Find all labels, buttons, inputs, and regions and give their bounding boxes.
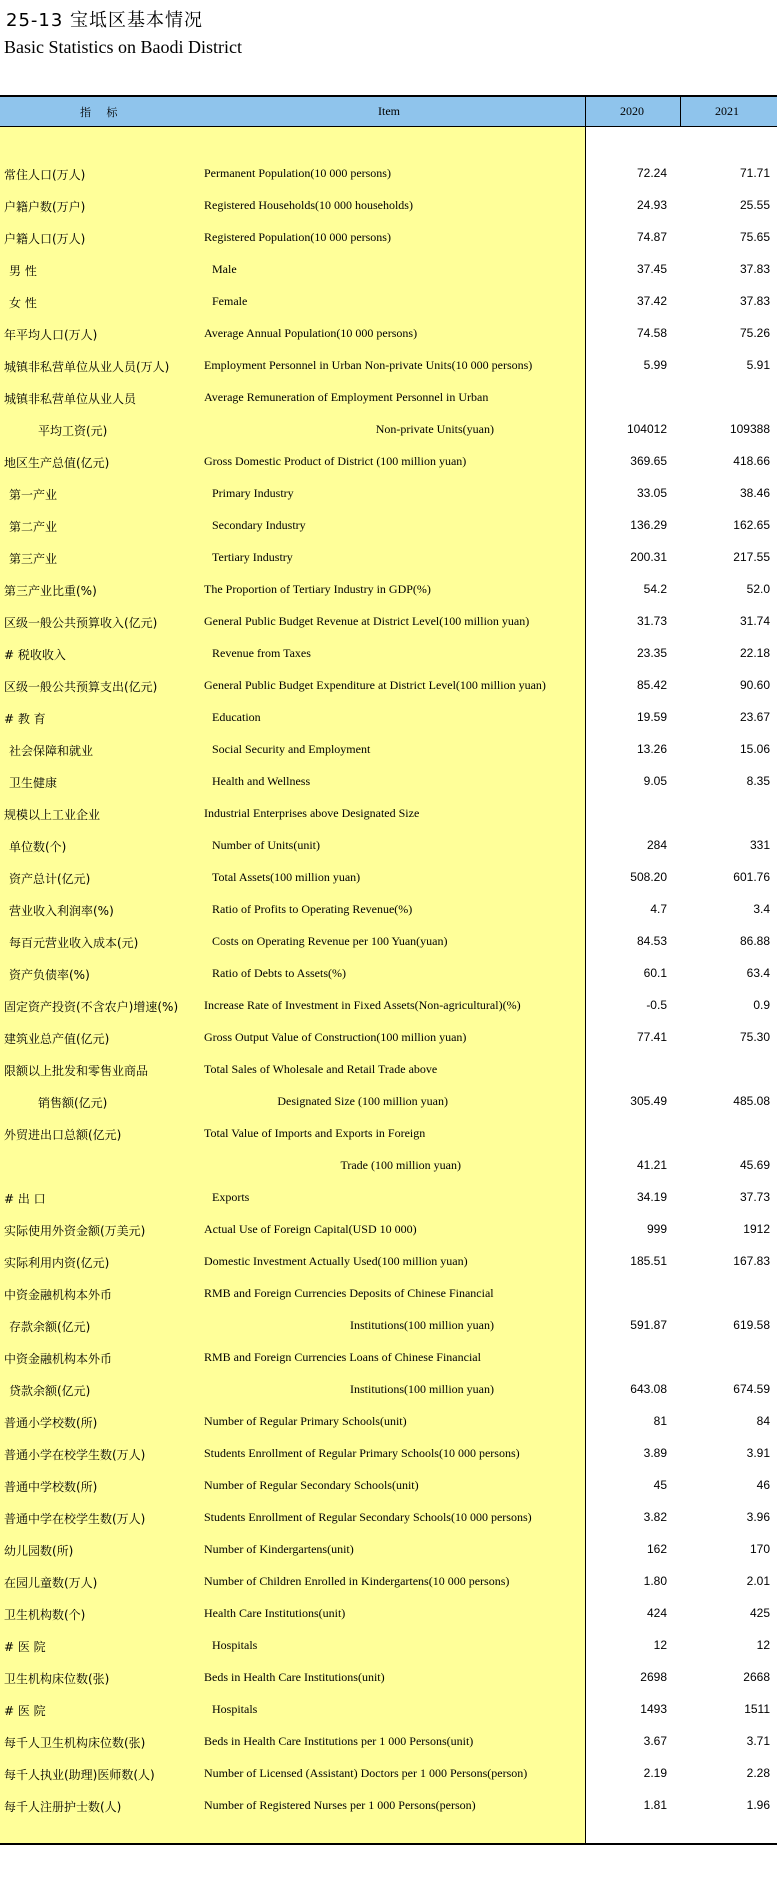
table-row	[0, 1344, 777, 1376]
table-row	[0, 1152, 777, 1184]
value-2021: 1511	[744, 1702, 770, 1716]
value-2020: 81	[653, 1414, 667, 1428]
value-2021: 38.46	[739, 486, 770, 500]
row-label-en: Registered Population(10 000 persons)	[204, 230, 391, 244]
row-label-en: Trade (100 million yuan)	[340, 1158, 461, 1172]
table-row	[0, 864, 777, 896]
value-2020: -0.5	[646, 998, 667, 1012]
row-label-en: Health Care Institutions(unit)	[204, 1606, 346, 1620]
row-label-en: Exports	[212, 1190, 250, 1204]
table-row	[0, 1248, 777, 1280]
row-label-cn: 第三产业	[9, 552, 58, 566]
row-label-en: Costs on Operating Revenue per 100 Yuan(yuan)	[212, 934, 448, 948]
table-row	[0, 1408, 777, 1440]
table-row	[0, 1504, 777, 1536]
row-label-cn: # 税收收入	[4, 648, 66, 662]
row-label-cn: # 医 院	[4, 1704, 46, 1718]
value-2020: 200.31	[630, 550, 667, 564]
row-label-cn: 每千人卫生机构床位数(张)	[4, 1736, 146, 1750]
row-label-en: Secondary Industry	[212, 518, 306, 532]
table-row	[0, 416, 777, 448]
value-2021: 31.74	[739, 614, 770, 628]
row-label-cn: 社会保障和就业	[9, 744, 94, 758]
row-label-en: Total Assets(100 million yuan)	[212, 870, 361, 884]
value-2020: 424	[646, 1606, 667, 1620]
row-label-cn: 地区生产总值(亿元)	[4, 456, 110, 470]
table-row	[0, 192, 777, 224]
value-2020: 643.08	[630, 1382, 667, 1396]
value-2021: 619.58	[733, 1318, 770, 1332]
value-2021: 331	[749, 838, 770, 852]
value-2021: 25.55	[739, 198, 770, 212]
value-2021: 75.26	[739, 326, 770, 340]
row-label-cn: 区级一般公共预算支出(亿元)	[4, 680, 158, 694]
row-label-cn: # 教 育	[4, 712, 46, 726]
row-label-en: Designated Size (100 million yuan)	[277, 1094, 448, 1108]
value-2020: 12	[653, 1638, 667, 1652]
table-row	[0, 1664, 777, 1696]
value-2020: 2698	[640, 1670, 667, 1684]
value-2021: 3.71	[746, 1734, 770, 1748]
row-label-cn: 男 性	[9, 264, 37, 278]
value-2021: 45.69	[739, 1158, 770, 1172]
row-label-cn: 销售额(亿元)	[38, 1096, 108, 1110]
value-2020: 136.29	[630, 518, 667, 532]
table-row	[0, 384, 777, 416]
row-label-cn: 资产总计(亿元)	[9, 872, 91, 886]
table-row	[0, 608, 777, 640]
table-row	[0, 896, 777, 928]
row-label-en: Average Remuneration of Employment Personnel in Urban	[204, 390, 489, 404]
row-label-cn: 常住人口(万人)	[4, 168, 86, 182]
table-row	[0, 1280, 777, 1312]
column-divider-years	[680, 97, 681, 127]
table-row	[0, 352, 777, 384]
value-2021: 418.66	[733, 454, 770, 468]
table-row	[0, 480, 777, 512]
table-row	[0, 576, 777, 608]
value-2021: 3.91	[746, 1446, 770, 1460]
row-label-en: Education	[212, 710, 261, 724]
table-row	[0, 1312, 777, 1344]
row-label-cn: 城镇非私营单位从业人员	[4, 392, 137, 406]
value-2021: 3.4	[753, 902, 770, 916]
value-2021: 2.28	[746, 1766, 770, 1780]
row-label-en: Hospitals	[212, 1702, 258, 1716]
row-label-cn: 每百元营业收入成本(元)	[9, 936, 139, 950]
table-row	[0, 1472, 777, 1504]
row-label-en: Primary Industry	[212, 486, 294, 500]
value-2021: 46	[756, 1478, 770, 1492]
row-label-en: General Public Budget Expenditure at District Level(100 million yuan)	[204, 678, 546, 692]
row-label-cn: 每千人注册护士数(人)	[4, 1800, 122, 1814]
row-label-cn: 实际使用外资金额(万美元)	[4, 1224, 146, 1238]
table-row	[0, 640, 777, 672]
row-label-en: Health and Wellness	[212, 774, 311, 788]
value-2020: 305.49	[630, 1094, 667, 1108]
row-label-en: Hospitals	[212, 1638, 258, 1652]
row-label-en: The Proportion of Tertiary Industry in GDP(%)	[204, 582, 431, 596]
table-row	[0, 1120, 777, 1152]
table-row	[0, 800, 777, 832]
table-row	[0, 448, 777, 480]
table-row	[0, 832, 777, 864]
row-label-cn: 平均工资(元)	[38, 424, 108, 438]
row-label-en: Female	[212, 294, 248, 308]
table-row	[0, 736, 777, 768]
row-label-en: Institutions(100 million yuan)	[350, 1382, 494, 1396]
value-2020: 72.24	[636, 166, 667, 180]
row-label-cn: 卫生健康	[9, 776, 58, 790]
value-2020: 591.87	[630, 1318, 667, 1332]
row-label-cn: 贷款余额(亿元)	[9, 1384, 91, 1398]
row-label-cn: 普通小学在校学生数(万人)	[4, 1448, 146, 1462]
value-2020: 77.41	[636, 1030, 667, 1044]
table-row	[0, 160, 777, 192]
row-label-en: Institutions(100 million yuan)	[350, 1318, 494, 1332]
value-2021: 5.91	[746, 358, 770, 372]
row-label-en: Social Security and Employment	[212, 742, 371, 756]
value-2021: 167.83	[733, 1254, 770, 1268]
value-2020: 24.93	[636, 198, 667, 212]
value-2020: 999	[646, 1222, 667, 1236]
table-body	[0, 160, 777, 1824]
table-row	[0, 1184, 777, 1216]
row-label-en: Ratio of Profits to Operating Revenue(%)	[212, 902, 413, 916]
table-row	[0, 1696, 777, 1728]
row-label-cn: 第一产业	[9, 488, 58, 502]
value-2020: 84.53	[636, 934, 667, 948]
value-2021: 2668	[743, 1670, 770, 1684]
value-2020: 2.19	[643, 1766, 667, 1780]
row-label-cn: 限额以上批发和零售业商品	[4, 1064, 149, 1078]
row-label-cn: 户籍人口(万人)	[4, 232, 86, 246]
value-2020: 74.58	[636, 326, 667, 340]
row-label-en: Permanent Population(10 000 persons)	[204, 166, 391, 180]
row-label-cn: 第三产业比重(%)	[4, 584, 97, 598]
value-2021: 90.60	[739, 678, 770, 692]
table-row	[0, 1632, 777, 1664]
row-label-en: Male	[212, 262, 237, 276]
row-label-en: Increase Rate of Investment in Fixed Assets(Non-agricultural)(%)	[204, 998, 521, 1012]
value-2021: 0.9	[753, 998, 770, 1012]
row-label-cn: 中资金融机构本外币	[4, 1352, 113, 1366]
value-2020: 23.35	[636, 646, 667, 660]
table-row	[0, 544, 777, 576]
value-2020: 34.19	[636, 1190, 667, 1204]
value-2020: 104012	[626, 422, 667, 436]
table-row	[0, 928, 777, 960]
row-label-cn: 普通中学校数(所)	[4, 1480, 98, 1494]
row-label-en: Students Enrollment of Regular Secondary Schools(10 000 persons)	[204, 1510, 532, 1524]
value-2020: 45	[653, 1478, 667, 1492]
row-label-en: Industrial Enterprises above Designated Size	[204, 806, 420, 820]
value-2021: 162.65	[733, 518, 770, 532]
table-row	[0, 1088, 777, 1120]
table-row	[0, 1536, 777, 1568]
table-row	[0, 320, 777, 352]
header-indicator-cn: 指 标	[80, 106, 124, 119]
row-label-en: General Public Budget Revenue at District Level(100 million yuan)	[204, 614, 530, 628]
value-2020: 13.26	[636, 742, 667, 756]
row-label-en: RMB and Foreign Currencies Deposits of Chinese Financial	[204, 1286, 494, 1300]
value-2020: 3.89	[643, 1446, 667, 1460]
table-row	[0, 1056, 777, 1088]
table-row	[0, 992, 777, 1024]
value-2020: 508.20	[630, 870, 667, 884]
table-row	[0, 1568, 777, 1600]
row-label-cn: 存款余额(亿元)	[9, 1320, 91, 1334]
value-2021: 2.01	[746, 1574, 770, 1588]
table-row	[0, 704, 777, 736]
table-row	[0, 1728, 777, 1760]
table-row	[0, 960, 777, 992]
row-label-en: Number of Units(unit)	[212, 838, 320, 852]
row-label-cn: 区级一般公共预算收入(亿元)	[4, 616, 158, 630]
table-row	[0, 1440, 777, 1472]
value-2020: 284	[646, 838, 667, 852]
table-header	[0, 97, 777, 127]
row-label-en: Tertiary Industry	[212, 550, 293, 564]
value-2021: 170	[749, 1542, 770, 1556]
value-2021: 37.73	[739, 1190, 770, 1204]
value-2020: 162	[646, 1542, 667, 1556]
value-2020: 19.59	[636, 710, 667, 724]
row-label-cn: 普通小学校数(所)	[4, 1416, 98, 1430]
value-2021: 37.83	[739, 294, 770, 308]
row-label-en: RMB and Foreign Currencies Loans of Chinese Financial	[204, 1350, 481, 1364]
value-2021: 84	[756, 1414, 770, 1428]
value-2021: 674.59	[733, 1382, 770, 1396]
table-row	[0, 768, 777, 800]
table-row	[0, 1600, 777, 1632]
value-2021: 12	[756, 1638, 770, 1652]
row-label-en: Gross Output Value of Construction(100 million yuan)	[204, 1030, 467, 1044]
row-label-cn: 卫生机构床位数(张)	[4, 1672, 110, 1686]
table-row	[0, 672, 777, 704]
row-label-cn: 中资金融机构本外币	[4, 1288, 113, 1302]
table-row	[0, 1216, 777, 1248]
row-label-cn: 年平均人口(万人)	[4, 328, 98, 342]
row-label-cn: 营业收入利润率(%)	[9, 904, 114, 918]
value-2021: 8.35	[746, 774, 770, 788]
value-2020: 31.73	[636, 614, 667, 628]
value-2020: 74.87	[636, 230, 667, 244]
row-label-cn: 单位数(个)	[9, 840, 67, 854]
table-row	[0, 256, 777, 288]
table-row	[0, 288, 777, 320]
row-label-cn: 规模以上工业企业	[4, 808, 101, 822]
row-label-en: Number of Children Enrolled in Kindergartens(10 000 persons)	[204, 1574, 510, 1588]
row-label-cn: 在园儿童数(万人)	[4, 1576, 98, 1590]
row-label-en: Number of Registered Nurses per 1 000 Persons(person)	[204, 1798, 476, 1812]
value-2021: 23.67	[739, 710, 770, 724]
table-row	[0, 224, 777, 256]
value-2021: 86.88	[739, 934, 770, 948]
table-row	[0, 1792, 777, 1824]
row-label-cn: 外贸进出口总额(亿元)	[4, 1128, 122, 1142]
row-label-en: Number of Regular Secondary Schools(unit)	[204, 1478, 419, 1492]
table-bottom-rule	[0, 1843, 777, 1845]
value-2020: 60.1	[643, 966, 667, 980]
value-2020: 1.81	[643, 1798, 667, 1812]
row-label-cn: 第二产业	[9, 520, 58, 534]
table-row	[0, 1376, 777, 1408]
table-row	[0, 1024, 777, 1056]
row-label-en: Students Enrollment of Regular Primary Schools(10 000 persons)	[204, 1446, 520, 1460]
row-label-en: Actual Use of Foreign Capital(USD 10 000)	[204, 1222, 417, 1236]
value-2020: 1493	[640, 1702, 667, 1716]
value-2021: 425	[749, 1606, 770, 1620]
value-2021: 1.96	[746, 1798, 770, 1812]
value-2021: 217.55	[733, 550, 770, 564]
value-2021: 601.76	[733, 870, 770, 884]
value-2020: 369.65	[630, 454, 667, 468]
table-title-english: Basic Statistics on Baodi District	[4, 37, 242, 57]
value-2021: 71.71	[739, 166, 770, 180]
row-label-cn: 建筑业总产值(亿元)	[4, 1032, 110, 1046]
row-label-cn: 资产负债率(%)	[9, 968, 90, 982]
value-2021: 485.08	[733, 1094, 770, 1108]
row-label-cn: 固定资产投资(不含农户)增速(%)	[4, 1000, 179, 1014]
row-label-en: Domestic Investment Actually Used(100 million yuan)	[204, 1254, 468, 1268]
row-label-cn: 实际利用内资(亿元)	[4, 1256, 110, 1270]
table-row	[0, 1760, 777, 1792]
value-2020: 4.7	[650, 902, 667, 916]
row-label-en: Beds in Health Care Institutions(unit)	[204, 1670, 385, 1684]
value-2020: 3.67	[643, 1734, 667, 1748]
table-title-chinese: 25-13 宝坻区基本情况	[6, 10, 204, 31]
value-2021: 1912	[743, 1222, 770, 1236]
value-2020: 54.2	[643, 582, 667, 596]
header-year-2020: 2020	[620, 104, 644, 118]
value-2020: 41.21	[636, 1158, 667, 1172]
row-label-en: Number of Licensed (Assistant) Doctors per 1 000 Persons(person)	[204, 1766, 528, 1780]
row-label-en: Revenue from Taxes	[212, 646, 311, 660]
value-2020: 37.42	[636, 294, 667, 308]
value-2020: 85.42	[636, 678, 667, 692]
value-2021: 15.06	[739, 742, 770, 756]
value-2021: 52.0	[746, 582, 770, 596]
value-2021: 37.83	[739, 262, 770, 276]
row-label-en: Average Annual Population(10 000 persons)	[204, 326, 418, 340]
value-2021: 22.18	[739, 646, 770, 660]
value-2021: 75.65	[739, 230, 770, 244]
row-label-en: Number of Kindergartens(unit)	[204, 1542, 354, 1556]
table-row	[0, 512, 777, 544]
value-2021: 3.96	[746, 1510, 770, 1524]
row-label-en: Total Sales of Wholesale and Retail Trade above	[204, 1062, 438, 1076]
value-2020: 33.05	[636, 486, 667, 500]
value-2020: 1.80	[643, 1574, 667, 1588]
value-2020: 37.45	[636, 262, 667, 276]
row-label-cn: 女 性	[9, 296, 37, 310]
row-label-en: Gross Domestic Product of District (100 million yuan)	[204, 454, 467, 468]
row-label-cn: 卫生机构数(个)	[4, 1608, 86, 1622]
row-label-en: Non-private Units(yuan)	[375, 422, 494, 436]
value-2021: 75.30	[739, 1030, 770, 1044]
row-label-cn: # 医 院	[4, 1640, 46, 1654]
row-label-cn: # 出 口	[4, 1192, 46, 1206]
row-label-en: Beds in Health Care Institutions per 1 000 Persons(unit)	[204, 1734, 474, 1748]
value-2020: 9.05	[643, 774, 667, 788]
row-label-cn: 幼儿园数(所)	[4, 1544, 74, 1558]
value-2021: 63.4	[746, 966, 770, 980]
header-item: Item	[378, 104, 400, 118]
value-2021: 109388	[729, 422, 770, 436]
row-label-en: Ratio of Debts to Assets(%)	[212, 966, 346, 980]
header-year-2021: 2021	[715, 104, 739, 118]
value-2020: 3.82	[643, 1510, 667, 1524]
value-2020: 185.51	[630, 1254, 667, 1268]
row-label-en: Registered Households(10 000 households)	[204, 198, 413, 212]
row-label-cn: 普通中学在校学生数(万人)	[4, 1512, 146, 1526]
row-label-cn: 城镇非私营单位从业人员(万人)	[4, 360, 170, 374]
row-label-cn: 每千人执业(助理)医师数(人)	[4, 1768, 155, 1782]
row-label-en: Employment Personnel in Urban Non-private Units(10 000 persons)	[204, 358, 533, 372]
row-label-en: Total Value of Imports and Exports in Foreign	[204, 1126, 426, 1140]
row-label-cn: 户籍户数(万户)	[4, 200, 86, 214]
row-label-en: Number of Regular Primary Schools(unit)	[204, 1414, 407, 1428]
value-2020: 5.99	[643, 358, 667, 372]
